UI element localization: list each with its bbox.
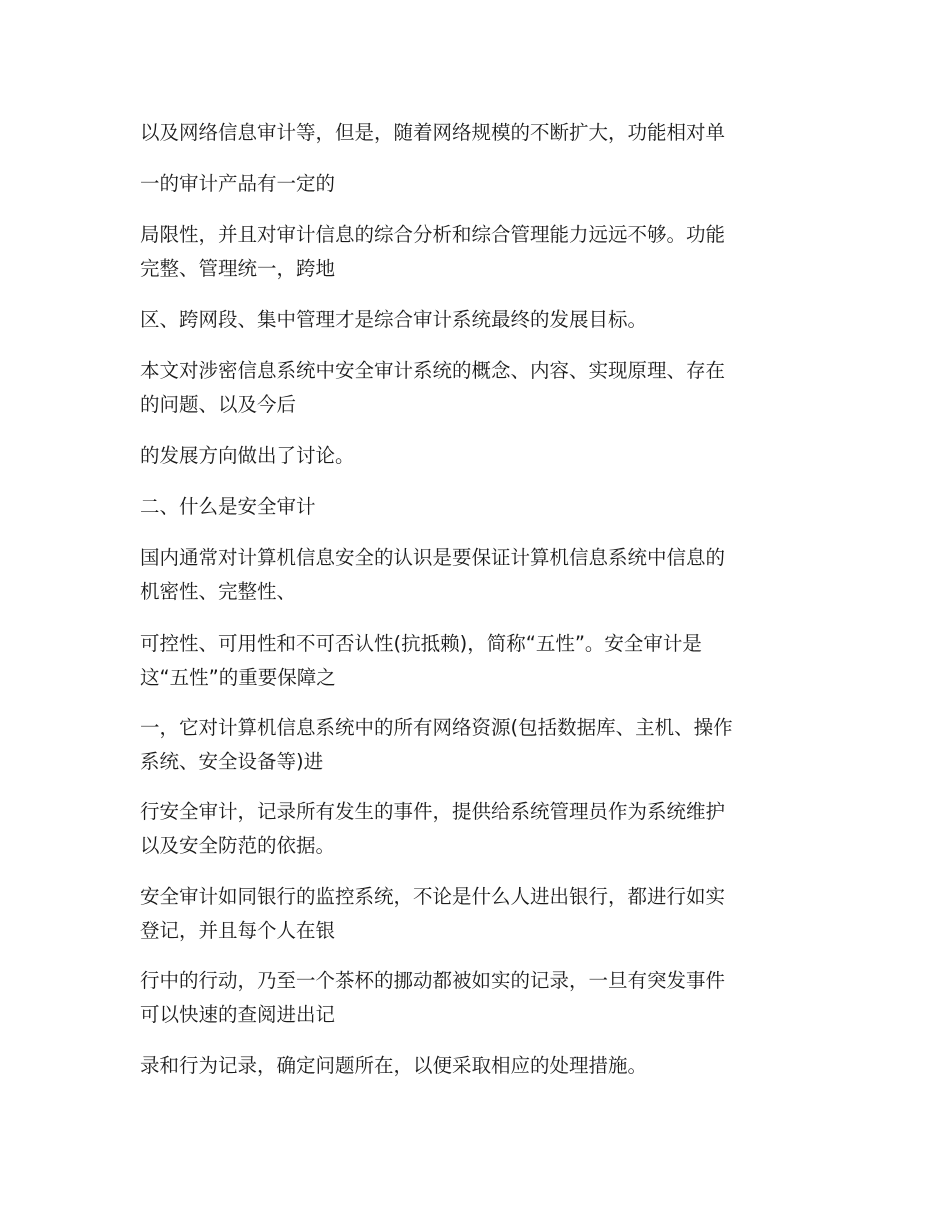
text-line: 录和行为记录，确定问题所在，以便采取相应的处理措施。 <box>140 1054 648 1077</box>
text-line: 可以快速的查阅进出记 <box>140 1003 336 1026</box>
paragraph <box>140 1049 820 1083</box>
paragraph <box>140 541 820 609</box>
text-line: 二、什么是安全审计 <box>140 495 316 518</box>
text-line: 这“五性”的重要保障之 <box>140 666 336 689</box>
text-line: 可控性、可用性和不可否认性(抗抵赖)，简称“五性”。安全审计是 <box>140 632 702 655</box>
text-line: 以及网络信息审计等，但是，随着网络规模的不断扩大，功能相对单 <box>140 121 726 144</box>
text-line: 系统、安全设备等)进 <box>140 750 324 773</box>
text-line: 行中的行动，乃至一个茶杯的挪动都被如实的记录，一旦有突发事件 <box>140 969 726 992</box>
paragraph <box>140 880 820 948</box>
text-line: 完整、管理统一，跨地 <box>140 257 336 280</box>
paragraph <box>140 964 820 1032</box>
text-line: 安全审计如同银行的监控系统，不论是什么人进出银行，都进行如实 <box>140 885 726 908</box>
paragraph <box>140 795 820 863</box>
paragraph <box>140 711 820 779</box>
paragraph <box>140 303 820 337</box>
text-line: 登记，并且每个人在银 <box>140 919 336 942</box>
text-line: 一，它对计算机信息系统中的所有网络资源(包括数据库、主机、操作 <box>140 716 733 739</box>
text-line: 以及安全防范的依据。 <box>140 834 336 857</box>
text-line: 机密性、完整性、 <box>140 580 297 603</box>
paragraph <box>140 439 820 473</box>
paragraph <box>140 627 820 695</box>
text-line: 的问题、以及今后 <box>140 393 297 416</box>
text-line: 行安全审计，记录所有发生的事件，提供给系统管理员作为系统维护 <box>140 800 726 823</box>
paragraph <box>140 218 820 286</box>
text-line: 的发展方向做出了讨论。 <box>140 444 355 467</box>
text-line: 局限性，并且对审计信息的综合分析和综合管理能力远远不够。功能 <box>140 223 726 246</box>
paragraph <box>140 167 820 201</box>
text-line: 国内通常对计算机信息安全的认识是要保证计算机信息系统中信息的 <box>140 546 726 569</box>
text-line: 一的审计产品有一定的 <box>140 172 336 195</box>
section-heading <box>140 490 820 524</box>
text-line: 区、跨网段、集中管理才是综合审计系统最终的发展目标。 <box>140 308 648 331</box>
paragraph <box>140 116 820 150</box>
text-line: 本文对涉密信息系统中安全审计系统的概念、内容、实现原理、存在 <box>140 359 726 382</box>
paragraph <box>140 354 820 422</box>
